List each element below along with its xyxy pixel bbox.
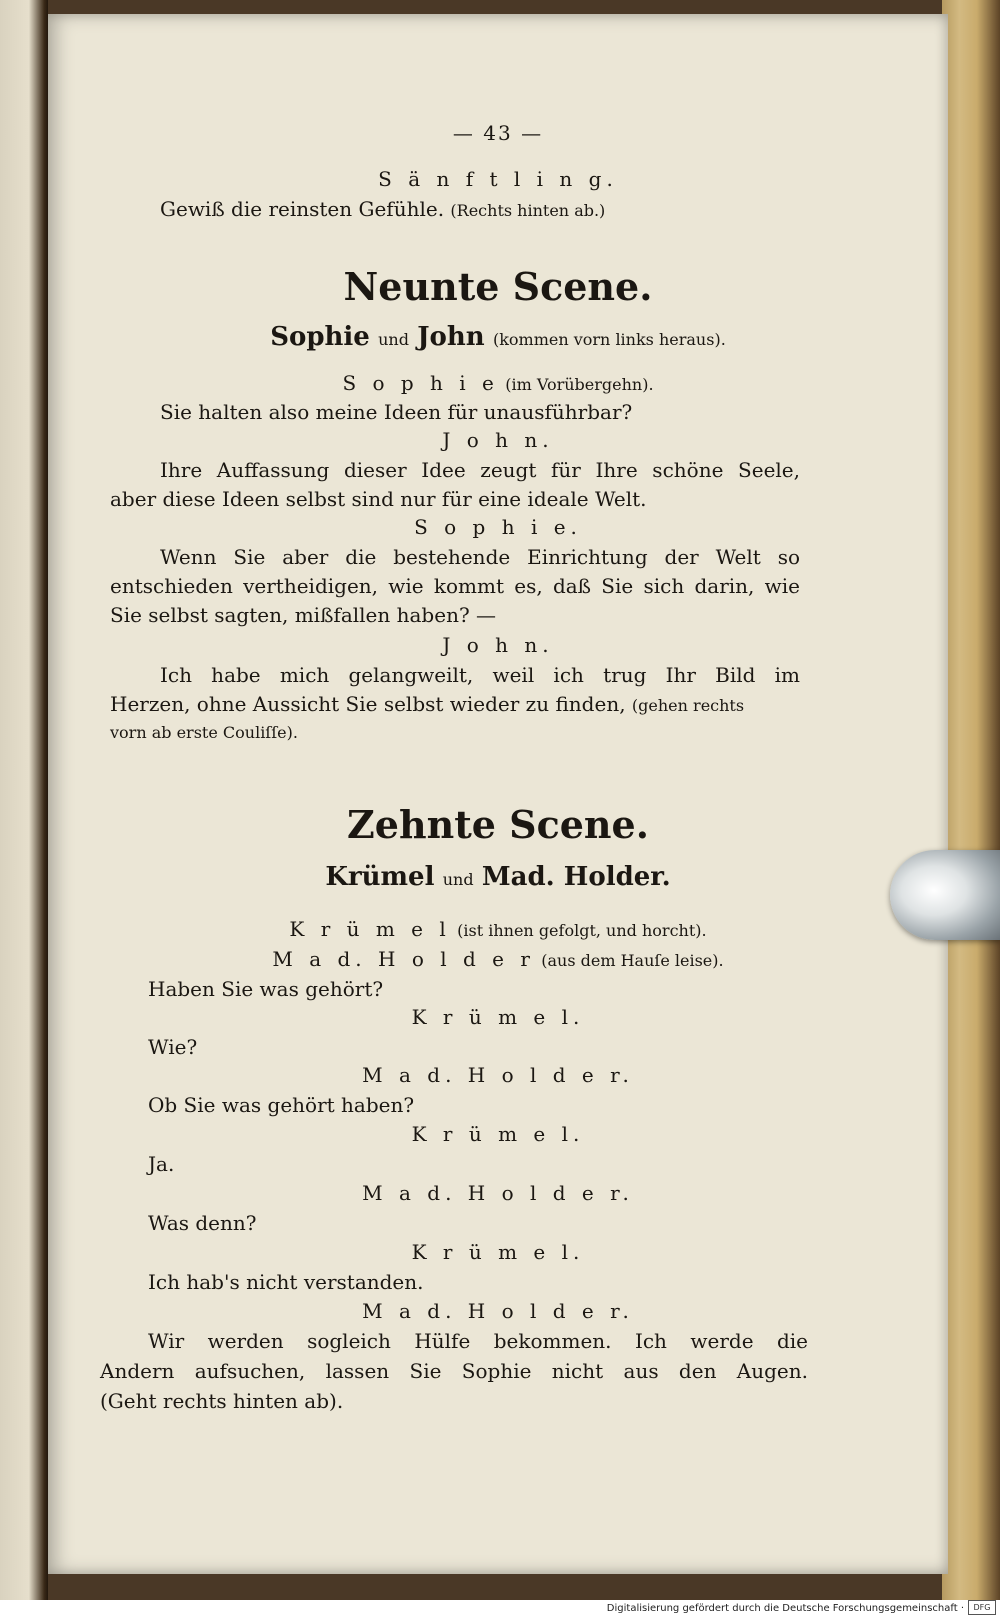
dialogue: Gewiß die reinsten Gefühle.	[160, 197, 445, 221]
dialogue: Ihre Auffassung dieser Idee zeugt für Ihre schöne Seele,	[160, 458, 800, 482]
dialogue: Herzen, ohne Aussicht Sie selbst wieder zu finden,	[110, 692, 626, 716]
cast-mad-holder: Mad. Holder.	[481, 862, 671, 892]
scene-cast-10	[48, 860, 948, 897]
stage-direction: (ist ihnen gefolgt, und horcht).	[457, 921, 707, 940]
text-line	[110, 691, 744, 719]
speaker-sophie: S o p h i e.	[414, 515, 582, 539]
dialogue: Ich habe mich gelangweilt, weil ich trug Ihr Bild im	[160, 663, 800, 687]
speaker-kruemel: K r ü m e l.	[411, 1240, 585, 1264]
cast-und: und	[442, 870, 474, 889]
speaker-kruemel: K r ü m e l.	[411, 1122, 585, 1146]
speaker-mad-holder: M a d. H o l d e r.	[362, 1299, 634, 1323]
dialogue: Wenn Sie aber die bestehende Einrichtung der Welt so	[160, 545, 800, 569]
cast-john: John	[417, 322, 485, 352]
dialogue: Ob Sie was gehört haben?	[148, 1093, 415, 1117]
cast-kruemel: Krümel	[325, 862, 435, 892]
dialogue: Ich hab's nicht verstanden.	[148, 1270, 424, 1294]
speaker-mad-holder: M a d. H o l d e r.	[362, 1181, 634, 1205]
cast-und: und	[378, 330, 409, 349]
scene-heading-9: Neunte Scene.	[343, 264, 653, 309]
dialogue: Was denn?	[148, 1211, 257, 1235]
stage-direction: (im Vorübergehn).	[505, 375, 654, 394]
dialogue: Andern aufsuchen, lassen Sie Sophie nicht aus den Augen.	[100, 1359, 808, 1383]
speaker-kruemel: K r ü m e l.	[411, 1005, 585, 1029]
dialogue: aber diese Ideen selbst sind nur für eine ideale Welt.	[110, 487, 647, 511]
speaker-saenftling: S ä n f t l i n g.	[378, 167, 618, 191]
stage-direction: (kommen vorn links heraus).	[492, 330, 726, 349]
dialogue: Haben Sie was gehört?	[148, 977, 384, 1001]
dialogue: Ja.	[148, 1152, 175, 1176]
book-clip	[890, 850, 1000, 940]
speaker-mad-holder: M a d. H o l d e r.	[362, 1063, 634, 1087]
right-page-edge	[942, 0, 1000, 1600]
digitization-credit: Digitalisierung gefördert durch die Deutsche Forschungsgemeinschaft ·	[606, 1603, 964, 1614]
book-page	[48, 14, 948, 1574]
dialogue: (Geht rechts hinten ab).	[100, 1389, 344, 1413]
speaker-mad-holder: M a d. H o l d e r	[272, 947, 535, 971]
speaker-kruemel: K r ü m e l	[289, 917, 451, 941]
speaker-line	[48, 916, 948, 944]
dialogue: Sie selbst sagten, mißfallen haben? —	[110, 603, 497, 627]
stage-direction: (aus dem Hauſe leise).	[541, 951, 724, 970]
dialogue: entschieden vertheidigen, wie kommt es, daß Sie sich darin, wie	[110, 574, 800, 598]
scene-heading-10: Zehnte Scene.	[347, 802, 649, 847]
stage-direction: (Rechts hinten ab.)	[450, 201, 606, 220]
speaker-john: J o h n.	[442, 633, 554, 657]
scene-cast-9	[48, 320, 948, 357]
page-number: — 43 —	[452, 121, 544, 145]
speaker-john: J o h n.	[442, 428, 554, 452]
left-page-edge	[0, 0, 48, 1600]
speaker-line	[48, 946, 948, 974]
text-line	[160, 196, 605, 224]
dfg-logo: DFG	[968, 1600, 996, 1615]
dialogue: Sie halten also meine Ideen für unausführbar?	[160, 400, 633, 424]
dialogue: Wir werden sogleich Hülfe bekommen. Ich werde die	[148, 1329, 808, 1353]
footer-bar	[0, 1600, 1000, 1617]
stage-direction: (gehen rechts	[631, 696, 745, 715]
cast-sophie: Sophie	[270, 322, 370, 352]
speaker-sophie: S o p h i e	[342, 371, 499, 395]
dialogue: Wie?	[148, 1035, 198, 1059]
stage-direction: vorn ab erste Couliſſe).	[110, 723, 298, 742]
speaker-line	[48, 370, 948, 398]
